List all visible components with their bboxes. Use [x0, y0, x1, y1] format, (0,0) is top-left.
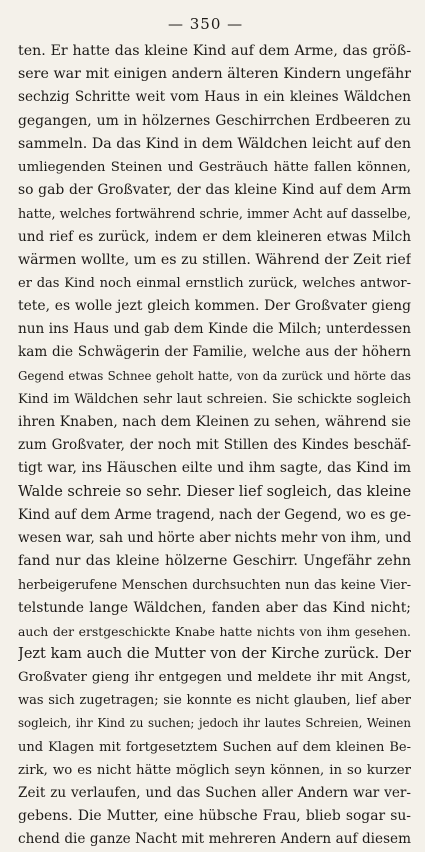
text-line: hatte, welches fortwährend schrie, immer Acht auf dasselbe, — [18, 206, 411, 222]
text-line: und Klagen mit fortgesetztem Suchen auf dem kleinen Be- — [18, 739, 411, 755]
text-line: sechzig Schritte weit vom Haus in ein kleines Wäldchen — [18, 89, 411, 106]
text-line: sammeln. Da das Kind in dem Wäldchen leicht auf den — [18, 135, 411, 152]
text-line: gebens. Die Mutter, eine hübsche Frau, blieb sogar su- — [18, 808, 411, 825]
text-line: was sich zugetragen; sie konnte es nicht glauben, lief aber — [18, 693, 411, 709]
text-line: telstunde lange Wäldchen, fanden aber das Kind nicht; — [18, 599, 411, 616]
text-line: er das Kind noch einmal ernstlich zurück, welches antwor- — [18, 275, 411, 291]
text-line: und rief es zurück, indem er dem kleineren etwas Milch — [18, 228, 411, 245]
body-text — [18, 40, 411, 852]
text-line: Walde schreie so sehr. Dieser lief sogleich, das kleine — [18, 483, 411, 500]
text-line: ihren Knaben, nach dem Kleinen zu sehen, während sie — [18, 414, 411, 430]
text-line: Jezt kam auch die Mutter von der Kirche zurück. Der — [18, 645, 411, 662]
text-line: fand nur das kleine hölzerne Geschirr. Ungefähr zehn — [18, 553, 411, 570]
text-line: Kind auf dem Arme tragend, nach der Gegend, wo es ge- — [18, 506, 411, 523]
text-line: umliegenden Steinen und Gesträuch hätte fallen können, — [18, 159, 411, 175]
text-line: nun ins Haus und gab dem Kinde die Milch; unterdessen — [18, 321, 411, 338]
text-line: auch der erstgeschickte Knabe hatte nichts von ihm gesehen. — [18, 623, 411, 639]
text-line: Kind im Wäldchen sehr laut schreien. Sie schickte sogleich — [18, 391, 411, 407]
text-line: sere war mit einigen andern älteren Kindern ungefähr — [18, 66, 411, 83]
text-line: Großvater gieng ihr entgegen und meldete ihr mit Angst, — [18, 670, 411, 686]
text-line: wesen war, sah und hörte aber nichts mehr von ihm, und — [18, 529, 411, 546]
text-line: zum Großvater, der noch mit Stillen des Kindes beschäf- — [18, 437, 411, 454]
text-line: tigt war, ins Häuschen eilte und ihm sagte, das Kind im — [18, 460, 411, 477]
text-line: tete, es wolle jezt gleich kommen. Der Großvater gieng — [18, 298, 411, 315]
text-line: wärmen wollte, um es zu stillen. Während der Zeit rief — [18, 251, 411, 268]
text-line: ten. Er hatte das kleine Kind auf dem Arme, das größ- — [18, 43, 411, 59]
text-line: sogleich, ihr Kind zu suchen; jedoch ihr lautes Schreien, Weinen — [18, 716, 411, 731]
text-line: so gab der Großvater, der das kleine Kind auf dem Arm — [18, 182, 411, 199]
text-line: zirk, wo es nicht hätte möglich seyn können, in so kurzer — [18, 762, 411, 778]
text-line: kam die Schwägerin der Familie, welche aus der höhern — [18, 344, 411, 361]
text-line: gegangen, um in hölzernes Geschirrchen Erdbeeren zu — [18, 112, 411, 129]
text-line: herbeigerufene Menschen durchsuchten nun das keine Vier- — [18, 577, 411, 593]
text-line: chend die ganze Nacht mit mehreren Andern auf diesem — [18, 831, 411, 848]
text-line: Gegend etwas Schnee geholt hatte, von da zurück und hörte das — [18, 368, 411, 383]
page-number: — 350 — — [168, 15, 244, 33]
text-line: Zeit zu verlaufen, und das Suchen aller Andern war ver- — [18, 785, 411, 801]
